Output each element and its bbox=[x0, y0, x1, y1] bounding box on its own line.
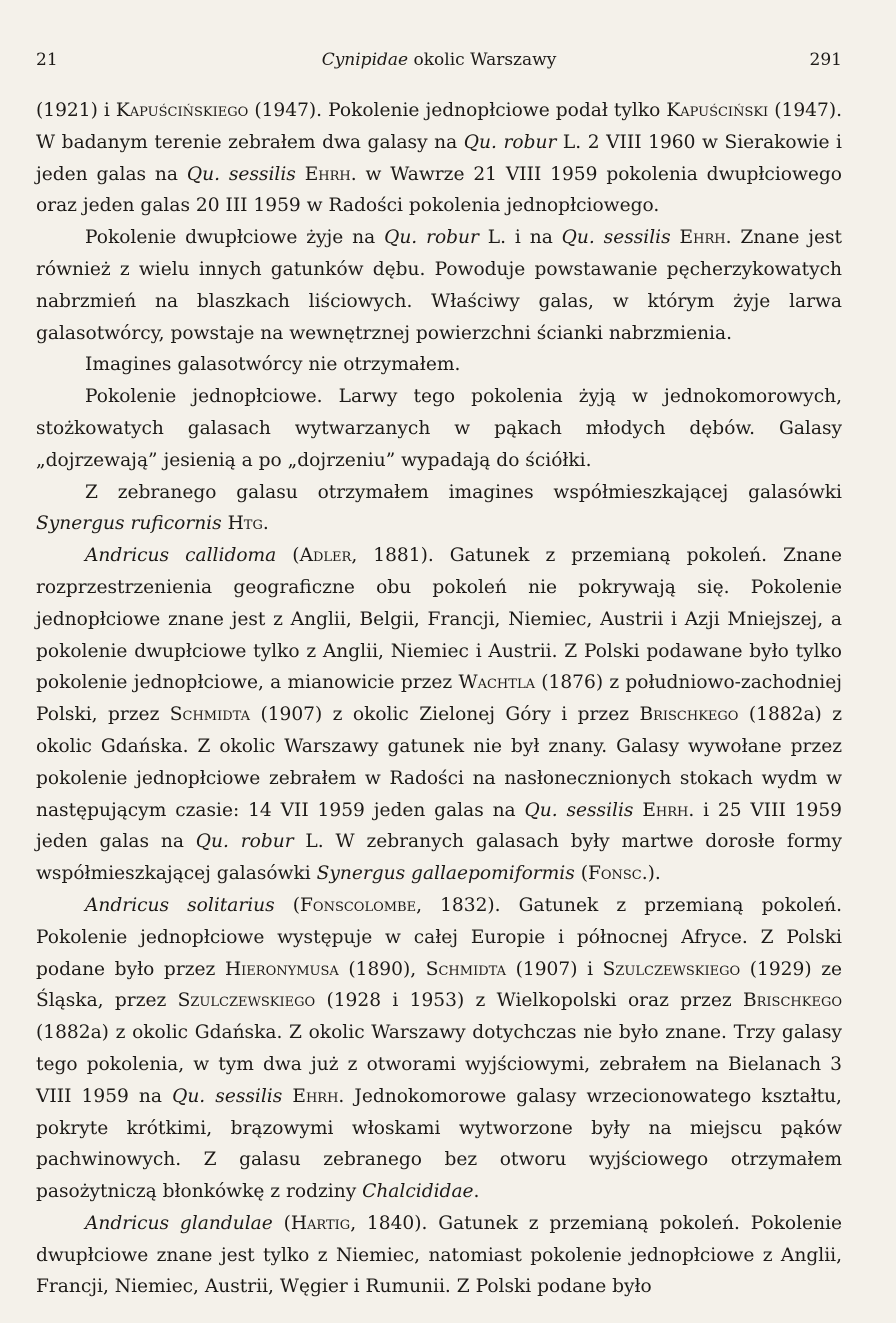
text-run: . bbox=[473, 1181, 480, 1203]
paragraph bbox=[36, 1208, 842, 1303]
author-name: Ehrh. bbox=[292, 1085, 345, 1107]
text-run bbox=[296, 164, 305, 185]
text-run: (1947). W badanym terenie zebrałem dwa galasy na bbox=[36, 100, 842, 153]
text-run: Pokolenie dwupłciowe żyje na bbox=[85, 227, 385, 249]
text-run: L. i na bbox=[478, 227, 562, 249]
author-name: Wachtla bbox=[458, 672, 535, 694]
author-name: Brischkego bbox=[742, 990, 842, 1012]
paragraph bbox=[36, 890, 842, 1208]
italic-text: Qu. robur bbox=[384, 227, 479, 249]
text-run: ( bbox=[276, 545, 300, 567]
text-run: ( bbox=[274, 894, 301, 916]
author-name: Schmidta bbox=[425, 958, 506, 980]
running-title bbox=[36, 50, 842, 70]
italic-text: Andricus callidoma bbox=[85, 545, 277, 567]
text-run: (1882a) z okolic Gdańska. Z okolic Warszawy gatunek nie był znany. Galasy wywołane przez pokolenie jednopłciowe zebrałem w Radości na nasłonecznionych stokach wydm w następującym czasie: 14 VII 1959 jeden galas na bbox=[36, 704, 842, 821]
text-run: , 1881). Gatunek z przemianą pokoleń. Znane rozprzestrzenienia geograficzne obu pokoleń nie pokrywają się. Pokolenie jednopłciowe znane jest z Anglii, Belgii, Francji, Niemiec, Austrii i Azji Mniejszej, a pokolenie dwupłciowe tylko z Anglii, Niemiec i Austrii. Z Polski podawane było tylko pokolenie jednopłciowe, a mianowicie przez bbox=[36, 545, 842, 694]
text-run: Pokolenie jednopłciowe. Larwy tego pokolenia żyją w jednokomorowych, stożkowatych galasach wytwarzanych w pąkach młodych dębów. Galasy „dojrzewają” jesienią a po „dojrzeniu” wypadają do ściółki. bbox=[36, 386, 842, 471]
paragraph bbox=[36, 95, 842, 222]
text-run: (1907) z okolic Zielonej Góry i przez bbox=[250, 704, 640, 726]
text-run: L. W zebranych galasach były martwe dorosłe formy współmieszkającej galasówki bbox=[36, 831, 842, 885]
italic-text: Synergus ruficornis bbox=[36, 513, 222, 535]
italic-text: Qu. sessilis bbox=[524, 799, 634, 821]
text-run: , 1832). Gatunek z przemianą pokoleń. Pokolenie jednopłciowe występuje w całej Europie i północnej Afryce. Z Polski podane było przez bbox=[36, 894, 842, 980]
text-run: i 25 VIII 1959 jeden galas na bbox=[36, 799, 843, 853]
text-run: (1882a) z okolic Gdańska. Z okolic Warszawy dotychczas nie było znane. Trzy galasy tego pokolenia, w tym dwa już z otworami wyjściowymi, zebrałem na Bielanach 3 VIII 1959 na bbox=[36, 1022, 842, 1107]
author-name: Htg. bbox=[227, 513, 269, 535]
author-name: Adler bbox=[299, 545, 352, 567]
paragraph bbox=[36, 349, 842, 381]
author-name: Ehrh. bbox=[679, 227, 732, 249]
italic-text: Qu. robur bbox=[463, 131, 557, 153]
page-number-right: 291 bbox=[809, 50, 842, 70]
italic-text: Qu. sessilis bbox=[172, 1085, 283, 1107]
italic-text: Synergus gallaepomiformis bbox=[316, 863, 575, 885]
text-run: (1929) ze Śląska, przez bbox=[36, 958, 842, 1012]
text-run: Jednokomorowe galasy wrzecionowatego kształtu, pokryte krótkimi, brązowymi włoskami wytworzone były na miejscu pąków pachwinowych. Z galasu zebranego bez otworu wyjściowego otrzymałem pasożytniczą błonkówkę z rodziny bbox=[36, 1085, 842, 1203]
text-run: w Wawrze 21 VIII 1959 pokolenia dwupłciowego oraz jeden galas 20 III 1959 w Radości pokolenia jednopłciowego. bbox=[36, 163, 842, 217]
italic-text: Andricus solitarius bbox=[85, 894, 275, 916]
text-run: Znane jest również z wielu innych gatunków dębu. Powoduje powstawanie pęcherzykowatych nabrzmień na blaszkach liściowych. Właściwy galas, w którym żyje larwa galasotwórcy, powstaje na wewnętrznej powierzchni ścianki nabrzmienia. bbox=[36, 227, 842, 344]
text-run: (1907) i bbox=[506, 958, 603, 980]
text-run: ). bbox=[647, 863, 661, 885]
author-name: Fonsc. bbox=[587, 863, 648, 885]
paragraph bbox=[36, 477, 842, 541]
author-name: Hieronymusa bbox=[224, 958, 339, 980]
running-title-rest: okolic Warszawy bbox=[408, 50, 557, 70]
text-run bbox=[282, 1086, 292, 1107]
author-name: Szulczewskiego bbox=[602, 958, 741, 980]
text-run: (1928 i 1953) z Wielkopolski oraz przez bbox=[315, 990, 743, 1012]
author-name: Hartig bbox=[290, 1212, 351, 1234]
text-run bbox=[633, 800, 642, 821]
author-name: Fonscolombe bbox=[300, 894, 417, 916]
text-run: Imagines galasotwórcy nie otrzymałem. bbox=[85, 354, 461, 376]
italic-text: Andricus glandulae bbox=[85, 1212, 273, 1234]
text-run: (1876) z południowo-zachodniej Polski, przez bbox=[36, 672, 842, 726]
text-run: (1890), bbox=[338, 958, 426, 980]
author-name: Schmidta bbox=[169, 704, 251, 726]
italic-text: Qu. robur bbox=[195, 831, 294, 853]
text-run: (1921) i bbox=[36, 100, 116, 121]
italic-text: Qu. sessilis bbox=[561, 227, 671, 249]
paragraph bbox=[36, 381, 842, 476]
author-name: Kapuścińskiego bbox=[115, 100, 249, 121]
author-name: Ehrh. bbox=[304, 163, 357, 185]
text-run: , 1840). Gatunek z przemianą pokoleń. Pokolenie dwupłciowe znane jest tylko z Niemiec, natomiast pokolenie jednopłciowe z Anglii, Francji, Niemiec, Austrii, Węgier i Rumunii. Z Polski podane było bbox=[36, 1212, 842, 1298]
page-header bbox=[36, 44, 842, 80]
page-number-left: 21 bbox=[36, 50, 58, 70]
author-name: Brischkego bbox=[639, 704, 739, 726]
author-name: Szulczewskiego bbox=[177, 990, 316, 1012]
text-run: ( bbox=[272, 1212, 291, 1234]
author-name: Ehrh. bbox=[642, 799, 695, 821]
italic-text: Qu. sessilis bbox=[186, 163, 296, 185]
text-run: ( bbox=[574, 863, 588, 885]
italic-text: Chalcididae bbox=[362, 1181, 474, 1203]
running-title-italic: Cynipidae bbox=[321, 50, 409, 70]
text-run bbox=[671, 227, 680, 248]
paragraph bbox=[36, 540, 842, 890]
paragraph bbox=[36, 222, 842, 349]
text-run: L. 2 VIII 1960 w Sierakowie i jeden galas na bbox=[36, 131, 842, 185]
author-name: Kapuściński bbox=[666, 100, 769, 121]
page-body bbox=[36, 95, 842, 1303]
text-run: Z zebranego galasu otrzymałem imagines współmieszkającej galasówki bbox=[85, 481, 842, 503]
text-run: (1947). Pokolenie jednopłciowe podał tylko bbox=[248, 100, 667, 121]
